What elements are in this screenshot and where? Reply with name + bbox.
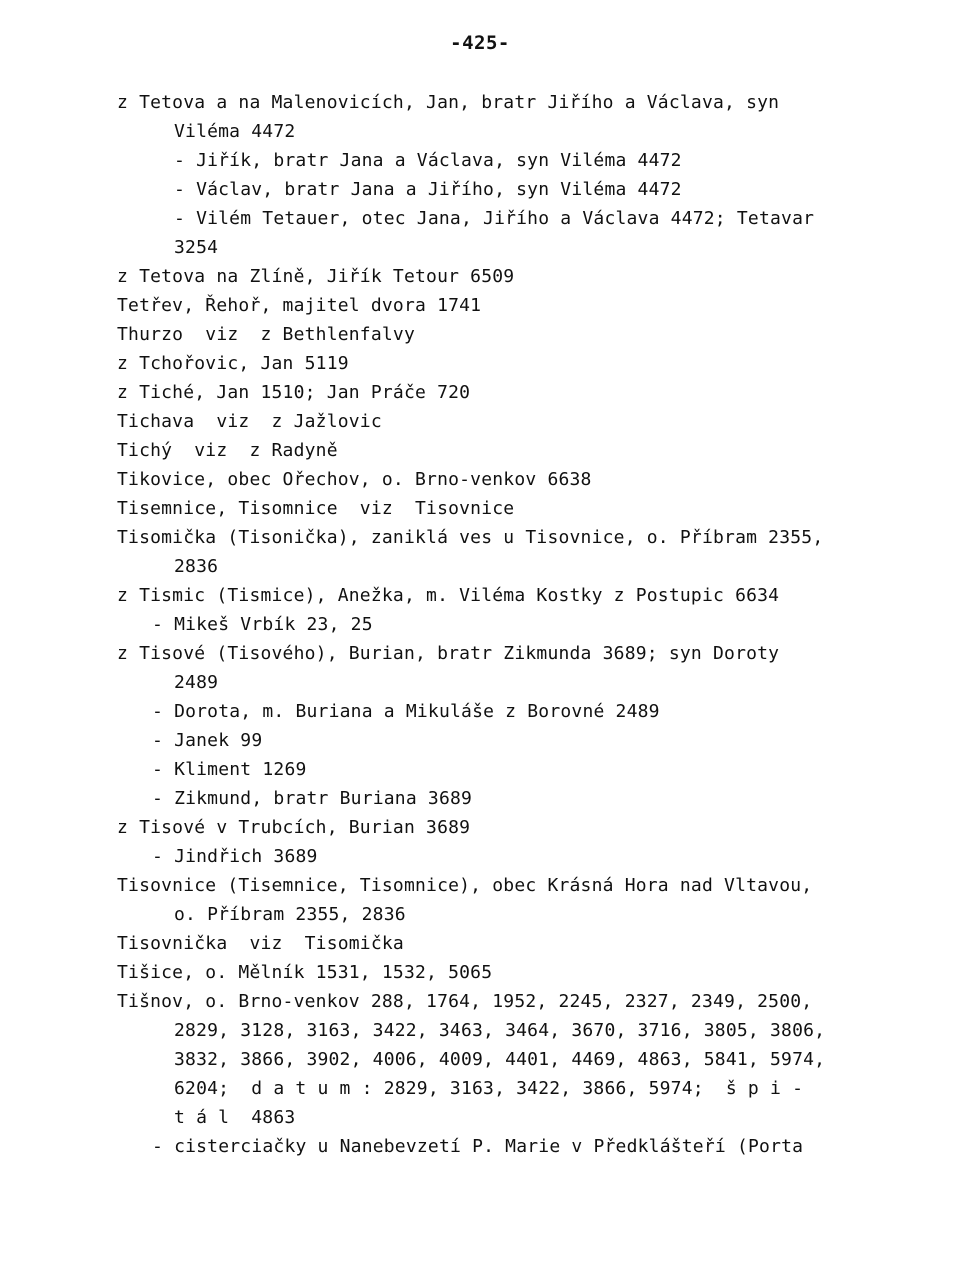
index-line: 2489 [174, 672, 219, 693]
index-line: - Václav, bratr Jana a Jiřího, syn Viléma 4472 [174, 179, 682, 200]
index-line: - Dorota, m. Buriana a Mikuláše z Borovné 2489 [152, 701, 660, 722]
index-line: z Tisové v Trubcích, Burian 3689 [117, 817, 471, 838]
index-line: o. Příbram 2355, 2836 [174, 904, 406, 925]
index-line: 2829, 3128, 3163, 3422, 3463, 3464, 3670, 3716, 3805, 3806, [174, 1020, 826, 1041]
index-line: 3832, 3866, 3902, 4006, 4009, 4401, 4469, 4863, 5841, 5974, [174, 1049, 826, 1070]
index-line: z Tetova na Zlíně, Jiřík Tetour 6509 [117, 266, 515, 287]
index-line: z Tisové (Tisového), Burian, bratr Zikmunda 3689; syn Doroty [117, 643, 780, 664]
index-line: 2836 [174, 556, 219, 577]
index-line: Viléma 4472 [174, 121, 296, 142]
index-line: Tišice, o. Mělník 1531, 1532, 5065 [117, 962, 493, 983]
index-line: - Janek 99 [152, 730, 263, 751]
index-line: 3254 [174, 237, 219, 258]
index-line: Tišnov, o. Brno-venkov 288, 1764, 1952, 2245, 2327, 2349, 2500, [117, 991, 813, 1012]
index-line: Tisomička (Tisonička), zaniklá ves u Tisovnice, o. Příbram 2355, [117, 527, 824, 548]
index-line: Tisovnice (Tisemnice, Tisomnice), obec Krásná Hora nad Vltavou, [117, 875, 813, 896]
index-line: Tikovice, obec Ořechov, o. Brno-venkov 6638 [117, 469, 592, 490]
index-line: - cisterciačky u Nanebevzetí P. Marie v Předklášteří (Porta [152, 1136, 804, 1157]
index-line: - Jiřík, bratr Jana a Václava, syn Viléma 4472 [174, 150, 682, 171]
index-line: Thurzo viz z Bethlenfalvy [117, 324, 415, 345]
index-line: z Tiché, Jan 1510; Jan Práče 720 [117, 382, 471, 403]
index-entries [117, 88, 897, 1161]
index-line: - Jindřich 3689 [152, 846, 318, 867]
index-line: Tichý viz z Radyně [117, 440, 338, 461]
index-line: - Vilém Tetauer, otec Jana, Jiřího a Václava 4472; Tetavar [174, 208, 815, 229]
index-line: - Kliment 1269 [152, 759, 307, 780]
index-line: - Zikmund, bratr Buriana 3689 [152, 788, 473, 809]
index-line: z Tetova a na Malenovicích, Jan, bratr Jiřího a Václava, syn [117, 92, 780, 113]
index-line: - Mikeš Vrbík 23, 25 [152, 614, 373, 635]
index-line: z Tchořovic, Jan 5119 [117, 353, 349, 374]
index-line: Tetřev, Řehoř, majitel dvora 1741 [117, 295, 482, 316]
index-line: Tichava viz z Jažlovic [117, 411, 382, 432]
index-line: t á l 4863 [174, 1107, 296, 1128]
page-number: -425- [450, 32, 510, 54]
index-line: Tisemnice, Tisomnice viz Tisovnice [117, 498, 515, 519]
index-line: 6204; d a t u m : 2829, 3163, 3422, 3866, 5974; š p i - [174, 1078, 804, 1099]
index-line: z Tismic (Tismice), Anežka, m. Viléma Kostky z Postupic 6634 [117, 585, 780, 606]
index-line: Tisovnička viz Tisomička [117, 933, 404, 954]
